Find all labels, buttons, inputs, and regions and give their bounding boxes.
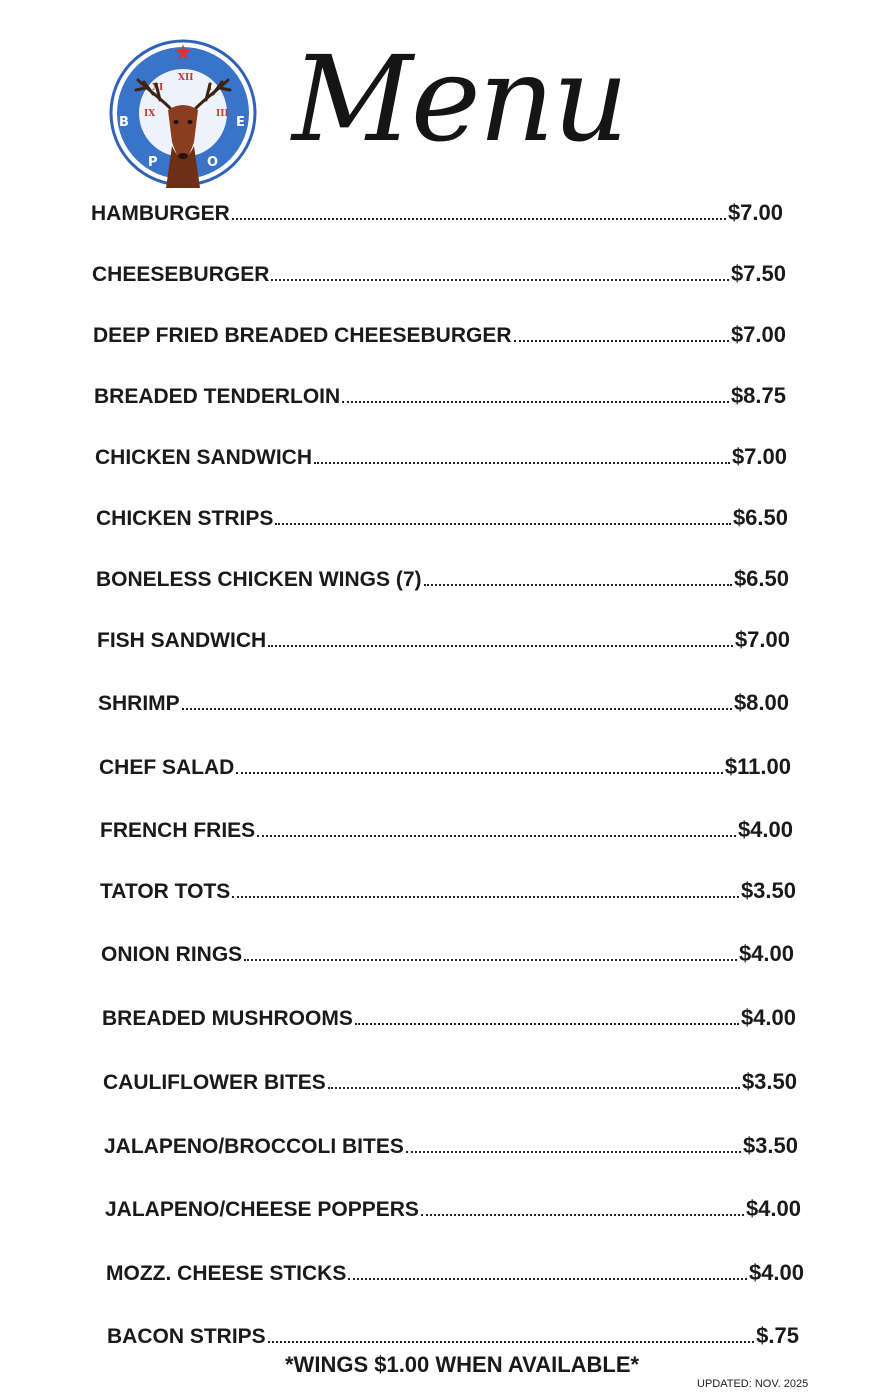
- menu-item-price: $.75: [756, 1323, 799, 1348]
- menu-item-price: $4.00: [740, 1005, 796, 1030]
- elks-logo: [108, 38, 258, 188]
- menu-item-price: $7.00: [727, 200, 783, 225]
- dot-leader: [271, 278, 729, 281]
- dot-leader: [328, 1086, 740, 1089]
- menu-item: [106, 1260, 804, 1286]
- menu-item-name: FISH SANDWICH: [97, 629, 267, 652]
- menu-item: [98, 690, 789, 716]
- menu-item-price: $6.50: [733, 566, 789, 591]
- dot-leader: [182, 707, 732, 710]
- menu-item: [92, 261, 786, 287]
- menu-item: [104, 1133, 798, 1159]
- menu-item-name: CHICKEN SANDWICH: [95, 446, 312, 469]
- dot-leader: [514, 339, 729, 342]
- menu-item-price: $8.00: [733, 690, 789, 715]
- menu-item-price: $3.50: [740, 878, 796, 903]
- svg-text:XII: XII: [178, 73, 194, 83]
- menu-item-name: MOZZ. CHEESE STICKS: [106, 1262, 347, 1285]
- menu-item-name: BACON STRIPS: [107, 1325, 266, 1348]
- logo-letter-e: E: [236, 115, 245, 130]
- menu-item-name: CAULIFLOWER BITES: [103, 1071, 326, 1094]
- menu-item-name: FRENCH FRIES: [100, 819, 256, 842]
- dot-leader: [355, 1022, 739, 1025]
- menu-item: [101, 941, 794, 967]
- menu-item-price: $4.00: [745, 1196, 801, 1221]
- menu-item-price: $7.50: [730, 261, 786, 286]
- dot-leader: [268, 644, 733, 647]
- menu-item-name: BONELESS CHICKEN WINGS (7): [96, 568, 422, 591]
- dot-leader: [244, 958, 737, 961]
- logo-letter-p: P: [148, 155, 158, 170]
- dot-leader: [421, 1213, 744, 1216]
- svg-text:IX: IX: [144, 109, 156, 119]
- dot-leader: [257, 834, 736, 837]
- menu-item: [105, 1196, 801, 1222]
- dot-leader: [232, 217, 726, 220]
- menu-item-name: SHRIMP: [98, 692, 180, 715]
- menu-item-name: JALAPENO/BROCCOLI BITES: [104, 1135, 404, 1158]
- menu-item-price: $4.00: [748, 1260, 804, 1285]
- dot-leader: [348, 1277, 747, 1280]
- menu-item: [99, 754, 791, 780]
- dot-leader: [406, 1150, 741, 1153]
- menu-item-name: HAMBURGER: [91, 202, 230, 225]
- menu-item-price: $7.00: [731, 444, 787, 469]
- page-title: Menu: [292, 30, 627, 168]
- menu-item-price: $7.00: [730, 322, 786, 347]
- menu-item-price: $4.00: [738, 941, 794, 966]
- menu-item: [107, 1323, 799, 1349]
- menu-item: [96, 505, 788, 531]
- menu-item-name: DEEP FRIED BREADED CHEESEBURGER: [93, 324, 512, 347]
- menu-item: [100, 817, 793, 843]
- menu-item: [102, 1005, 796, 1031]
- menu-item-price: $8.75: [730, 383, 786, 408]
- menu-item-name: TATOR TOTS: [100, 880, 231, 903]
- menu-item: [97, 627, 790, 653]
- logo-letter-b: B: [119, 115, 129, 130]
- dot-leader: [342, 400, 729, 403]
- svg-text:I: I: [208, 83, 213, 93]
- menu-item: [96, 566, 789, 592]
- menu-item-price: $3.50: [741, 1069, 797, 1094]
- menu-item: [95, 444, 787, 470]
- menu-item-price: $4.00: [737, 817, 793, 842]
- dot-leader: [232, 895, 739, 898]
- menu-item-name: BREADED TENDERLOIN: [94, 385, 341, 408]
- menu-item-name: CHEESEBURGER: [92, 263, 270, 286]
- menu-item: [91, 200, 783, 226]
- wings-footnote: *WINGS $1.00 WHEN AVAILABLE*: [285, 1352, 640, 1377]
- dot-leader: [268, 1340, 754, 1343]
- svg-text:XI: XI: [152, 83, 164, 93]
- dot-leader: [314, 461, 730, 464]
- menu-item: [100, 878, 796, 904]
- menu-item-price: $7.00: [734, 627, 790, 652]
- svg-text:III: III: [216, 109, 229, 119]
- updated-date: UPDATED: NOV. 2025: [697, 1378, 809, 1390]
- menu-item-name: ONION RINGS: [101, 943, 243, 966]
- menu-item: [93, 322, 786, 348]
- dot-leader: [275, 522, 731, 525]
- dot-leader: [424, 583, 732, 586]
- menu-item-price: $11.00: [724, 754, 791, 779]
- menu-item-name: BREADED MUSHROOMS: [102, 1007, 353, 1030]
- menu-item-price: $3.50: [742, 1133, 798, 1158]
- menu-item-name: CHICKEN STRIPS: [96, 507, 274, 530]
- logo-letter-o: O: [207, 155, 219, 170]
- menu-item-price: $6.50: [732, 505, 788, 530]
- menu-item: [94, 383, 786, 409]
- menu-item-name: CHEF SALAD: [99, 756, 235, 779]
- dot-leader: [236, 771, 723, 774]
- menu-item-name: JALAPENO/CHEESE POPPERS: [105, 1198, 419, 1221]
- menu-item: [103, 1069, 797, 1095]
